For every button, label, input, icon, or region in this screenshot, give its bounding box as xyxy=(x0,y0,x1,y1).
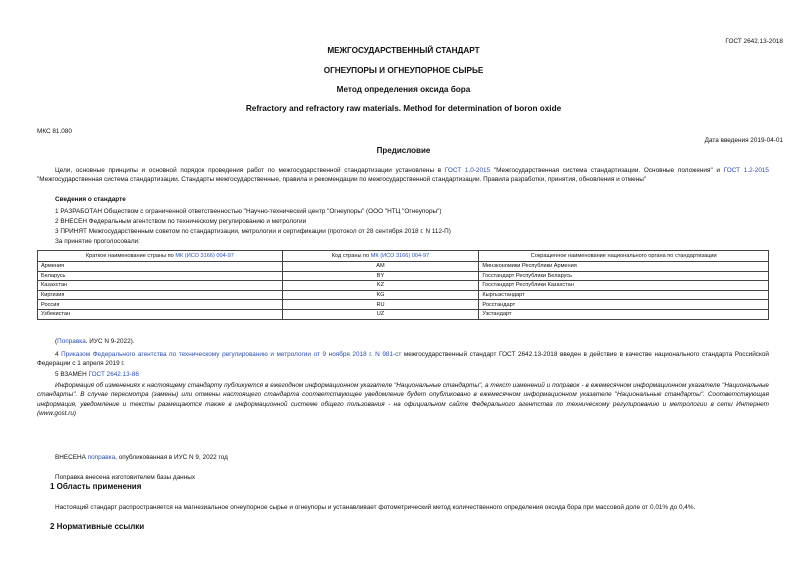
preface-item-2: 2 ВНЕСЕН Федеральным агентством по техническому регулированию и метрологии xyxy=(55,218,307,225)
table-header-row xyxy=(38,251,769,262)
preface-text: "Межгосударственная система стандартизации. Основные положения" и xyxy=(490,167,724,174)
standard-info-heading: Сведения о стандарте xyxy=(55,196,126,203)
table-row xyxy=(38,271,769,281)
paren-open: ( xyxy=(55,338,58,345)
amendment-text: . ИУС N 9-2022). xyxy=(85,338,135,345)
organization-cell: Госстандарт Республики Беларусь xyxy=(479,271,769,281)
preface-item-3: 3 ПРИНЯТ Межгосударственным советом по стандартизации, метрологии и сертификации (протокол от 28 сентября 2018 г. N 112-П) xyxy=(55,228,451,235)
country-cell: Казахстан xyxy=(38,281,283,291)
document-main-title: ОГНЕУПОРЫ И ОГНЕУПОРНОЕ СЫРЬЕ xyxy=(323,66,484,75)
section-2-heading: 2 Нормативные ссылки xyxy=(50,522,145,531)
amendment-note xyxy=(55,337,135,346)
code-cell: KZ xyxy=(282,281,479,291)
column-header-code xyxy=(282,251,479,262)
mk-iso-3166-link[interactable]: МК (ИСО 3166) 004-97 xyxy=(175,253,234,259)
item-number: 4 xyxy=(55,351,62,358)
preface-text: Цели, основные принципы и основной порядок проведения работ по межгосударственной стандартизации установлены в xyxy=(55,167,445,174)
gost-1-0-2015-link[interactable]: ГОСТ 1.0-2015 xyxy=(444,167,491,174)
code-cell: AM xyxy=(282,262,479,272)
preface-heading: Предисловие xyxy=(376,146,431,155)
code-cell: KG xyxy=(282,290,479,300)
preface-item-1: 1 РАЗРАБОТАН Обществом с ограниченной ответственностью "Научно-технический центр "Огнеупоры" (ООО "НТЦ "Огнеупоры") xyxy=(55,208,442,215)
table-row xyxy=(38,290,769,300)
document-subtitle: Метод определения оксида бора xyxy=(336,85,471,94)
amended-by-database-note: Поправка внесена изготовителем базы данных xyxy=(55,474,196,481)
document-english-title: Refractory and refractory raw materials. Method for determination of boron oxide xyxy=(245,104,562,113)
amendment-link[interactable]: Поправка xyxy=(57,338,86,345)
section-1-text: Настоящий стандарт распространяется на магнезиальное огнеупорное сырье и огнеупоры и устанавливает фотометрический метод количественного определения оксида бора при массовой доле от 0,01% до 0,4%. xyxy=(55,504,696,511)
table-row xyxy=(38,309,769,319)
country-cell: Киргизия xyxy=(38,290,283,300)
section-1-heading: 1 Область применения xyxy=(50,482,142,491)
preface-item-4 xyxy=(37,350,769,369)
header-text: Краткое наименование страны по xyxy=(85,253,176,259)
column-header-country xyxy=(38,251,283,262)
mk-iso-3166-link[interactable]: МК (ИСО 3166) 004-97 xyxy=(370,253,430,259)
table-row xyxy=(38,281,769,291)
header-text: Код страны по xyxy=(331,253,371,259)
document-code: ГОСТ 2642.13-2018 xyxy=(725,38,783,45)
organization-cell: Минэкономики Республики Армения xyxy=(479,262,769,272)
change-information-notice: Информация об изменениях к настоящему стандарту публикуется в ежегодном информационном указателе "Национальные стандарты", а текст изменений и поправок - в ежемесячном информационном указателе "Национальные стандарты". В случае пересмотра (замены) или отмены настоящего стандарта соответствующее уведомление будет опубликовано в ежемесячном информационном указателе "Национальные стандарты". Соответствующая информация, уведомление и тексты размещаются также в информационной системе общего пользования - на официальном сайте Федерального агентства по техническому регулированию и метрологии в сети Интернет (www.gost.ru) xyxy=(37,382,769,418)
table-row xyxy=(38,300,769,310)
country-cell: Армения xyxy=(38,262,283,272)
gost-1-2-2015-link[interactable]: ГОСТ 1.2-2015 xyxy=(723,167,769,174)
item-4-text: межгосударственный стандарт ГОСТ 2642.13-2018 введен в действие в качестве национального стандарта Российской Федерации с 1 апреля 2019 г. xyxy=(37,351,769,368)
gost-2642-13-86-link[interactable]: ГОСТ 2642.13-86 xyxy=(88,371,139,378)
introduction-date: Дата введения 2019-04-01 xyxy=(704,137,783,144)
organization-cell: Узстандарт xyxy=(479,309,769,319)
mks-code: МКС 81.080 xyxy=(37,128,72,135)
preface-paragraph xyxy=(37,166,769,185)
code-cell: BY xyxy=(282,271,479,281)
amended-text: , опубликованная в ИУС N 9, 2022 год xyxy=(115,454,228,461)
organization-cell: Госстандарт Республики Казахстан xyxy=(479,281,769,291)
amendment-published-note xyxy=(55,453,228,462)
preface-item-5 xyxy=(55,370,139,379)
table-row xyxy=(38,262,769,272)
code-cell: UZ xyxy=(282,309,479,319)
amendment-link-footer[interactable]: поправка xyxy=(87,454,116,461)
column-header-organization: Сокращенное наименование национального органа по стандартизации xyxy=(479,251,769,262)
organization-cell: Росстандарт xyxy=(479,300,769,310)
country-cell: Россия xyxy=(38,300,283,310)
organization-cell: Кыргызстандарт xyxy=(479,290,769,300)
code-cell: RU xyxy=(282,300,479,310)
preface-text: "Межгосударственная система стандартизации. Стандарты межгосударственные, правила и рекомендации по межгосударственной стандартизации. Правила разработки, принятия, обновления и отмены" xyxy=(37,176,647,184)
amended-text: ВНЕСЕНА xyxy=(55,454,88,461)
voted-label: За принятие проголосовали: xyxy=(55,238,140,245)
document-type-title: МЕЖГОСУДАРСТВЕННЫЙ СТАНДАРТ xyxy=(327,46,480,55)
item-5-text: 5 ВЗАМЕН xyxy=(55,371,89,378)
voting-countries-table xyxy=(37,250,769,320)
country-cell: Узбекистан xyxy=(38,309,283,319)
rosstandart-order-link[interactable]: Приказом Федерального агентства по техническому регулированию и метрологии от 9 ноября 2018 г. N 981-ст xyxy=(61,351,402,358)
country-cell: Беларусь xyxy=(38,271,283,281)
